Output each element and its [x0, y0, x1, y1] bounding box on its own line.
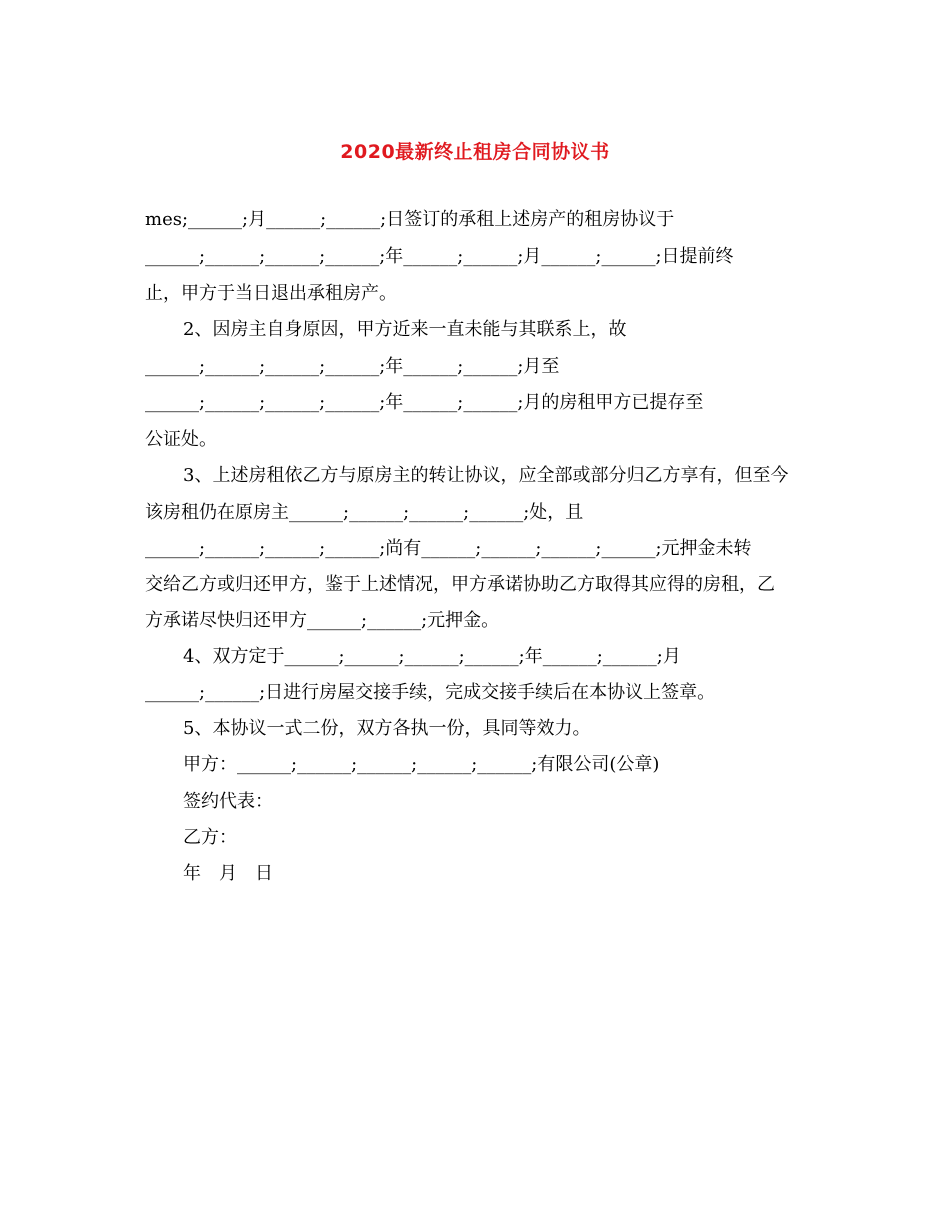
text-line: ______;______;______;______;年______;______;月至	[145, 356, 560, 377]
signature-party-a: 甲方：______;______;______;______;______;有限公司(公章)	[183, 754, 660, 775]
text-line: ______;______;日进行房屋交接手续，完成交接手续后在本协议上签章。	[145, 682, 716, 703]
text-line: 交给乙方或归还甲方，鉴于上述情况，甲方承诺协助乙方取得其应得的房租，乙	[145, 574, 775, 595]
text-line: 该房租仍在原房主______;______;______;______;处，且	[145, 502, 584, 523]
document-title: 2020最新终止租房合同协议书	[340, 141, 610, 163]
text-line: 公证处。	[145, 429, 217, 450]
text-line: ______;______;______;______;年______;______;月的房租甲方已提存至	[145, 392, 704, 413]
text-line: 3、上述房租依乙方与原房主的转让协议，应全部或部分归乙方享有，但至今	[183, 465, 789, 486]
signature-date: 年 月 日	[183, 863, 273, 884]
text-line: 4、双方定于______;______;______;______;年______;______;月	[183, 646, 681, 667]
signature-party-b: 乙方：	[183, 827, 237, 848]
text-line: ______;______;______;______;年______;______;月______;______;日提前终	[145, 246, 734, 267]
signature-representative: 签约代表：	[183, 791, 273, 812]
text-line: 止，甲方于当日退出承租房产。	[145, 283, 397, 304]
text-line: 方承诺尽快归还甲方______;______;元押金。	[145, 610, 500, 631]
text-line: 5、本协议一式二份，双方各执一份，具同等效力。	[183, 718, 591, 739]
text-line: ______;______;______;______;尚有______;______;______;______;元押金未转	[145, 538, 752, 559]
text-line: 2、因房主自身原因，甲方近来一直未能与其联系上，故	[183, 319, 627, 340]
text-line: mes;______;月______;______;日签订的承租上述房产的租房协议于	[145, 209, 675, 230]
